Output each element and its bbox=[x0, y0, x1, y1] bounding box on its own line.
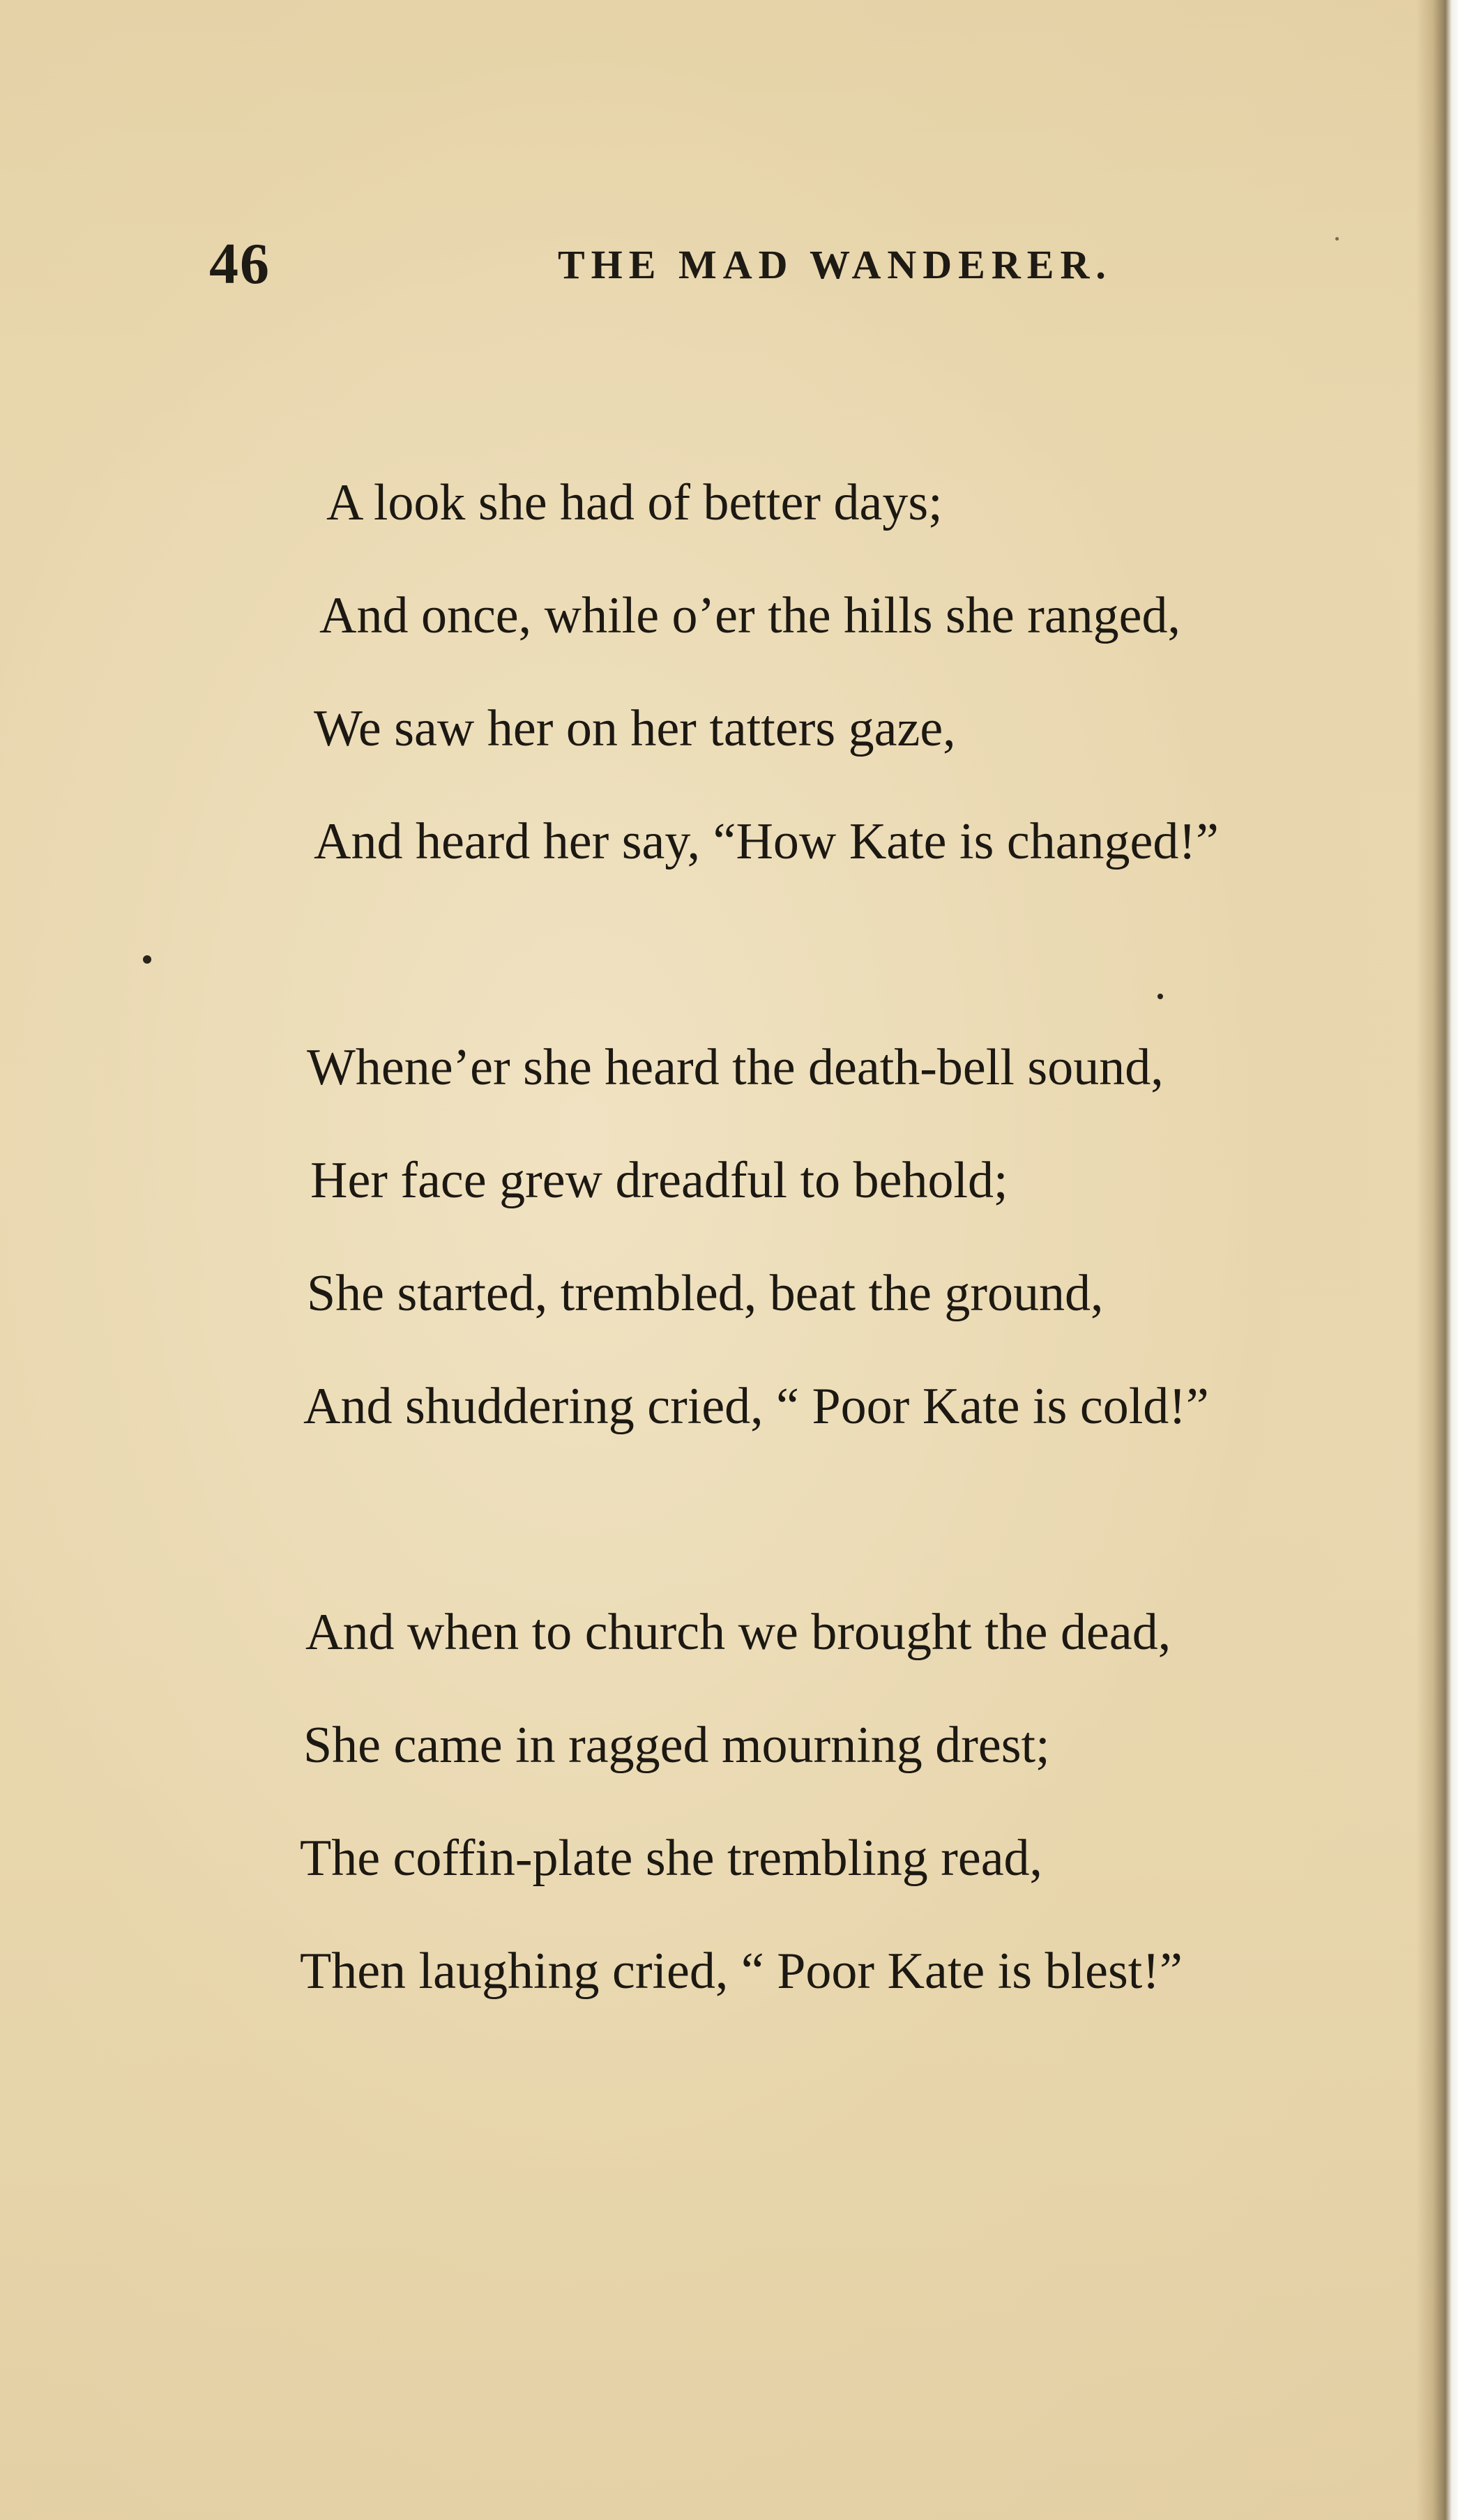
poem-line: And when to church we brought the dead, bbox=[305, 1604, 1171, 1661]
page-header bbox=[209, 230, 1388, 307]
poem-line: She started, trembled, beat the ground, bbox=[307, 1265, 1104, 1322]
running-title: THE MAD WANDERER. bbox=[558, 242, 1112, 287]
poem-line: The coffin-plate she trembling read, bbox=[300, 1830, 1043, 1887]
poem-line: And heard her say, “How Kate is changed!” bbox=[314, 813, 1219, 870]
stanza-3 bbox=[300, 1576, 1415, 2028]
poem-line: Her face grew dreadful to behold; bbox=[310, 1152, 1008, 1209]
poem-line: Whene’er she heard the death-bell sound, bbox=[307, 1039, 1164, 1096]
poem-line: And once, while o’er the hills she ranged, bbox=[319, 587, 1181, 644]
page-edge bbox=[1416, 0, 1458, 2520]
poem-line: And shuddering cried, “ Poor Kate is cold!” bbox=[303, 1378, 1209, 1435]
stanza-1 bbox=[300, 446, 1415, 898]
poem-line: We saw her on her tatters gaze, bbox=[314, 700, 956, 757]
poem-line: Then laughing cried, “ Poor Kate is blest!” bbox=[300, 1943, 1183, 2000]
poem-line: She came in ragged mourning drest; bbox=[303, 1717, 1050, 1774]
page-number: 46 bbox=[209, 231, 271, 296]
stanza-2 bbox=[300, 1011, 1415, 1463]
paper-speck bbox=[143, 955, 151, 964]
poem-body bbox=[300, 446, 1415, 2141]
poem-line: A look she had of better days; bbox=[326, 474, 943, 531]
